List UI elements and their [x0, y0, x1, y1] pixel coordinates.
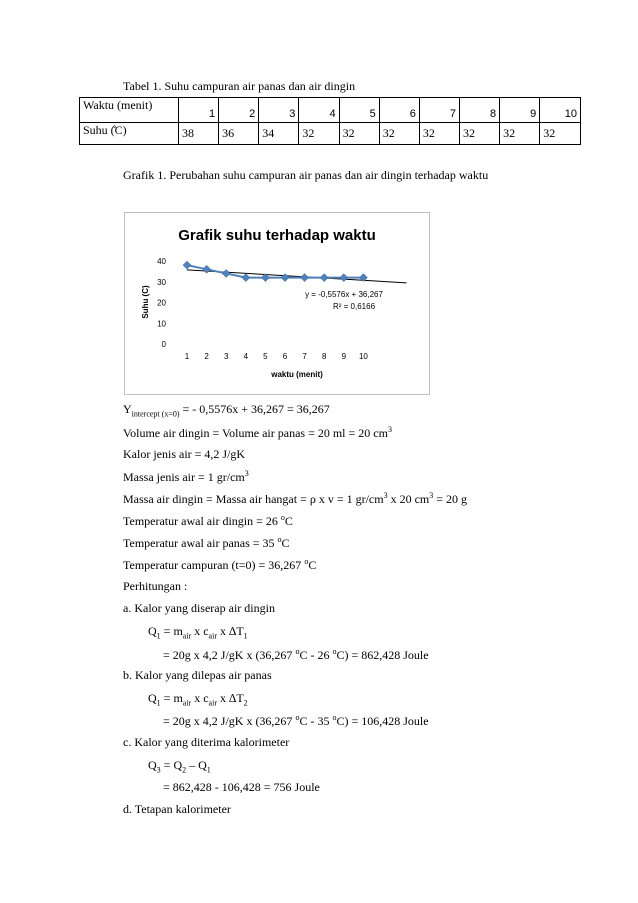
text-line-calculation: Perhitungan :: [123, 579, 188, 593]
time-cell: 1: [179, 98, 219, 123]
chart-title: Grafik suhu terhadap waktu: [178, 227, 376, 244]
table-row-time: [80, 98, 581, 123]
temp-cell: 32: [540, 123, 581, 145]
y-tick-label: 0: [161, 340, 166, 349]
temperature-chart: [125, 213, 429, 394]
data-point: [183, 261, 191, 269]
data-point: [301, 274, 309, 282]
temp-cell: 32: [419, 123, 459, 145]
x-tick-label: 1: [184, 352, 190, 361]
temp-cell: 38: [179, 123, 219, 145]
text-line-mix-temp: Temperatur campuran (t=0) = 36,267 $^o$C: [123, 557, 317, 572]
data-table: [79, 97, 581, 145]
data-point: [281, 274, 289, 282]
section-a-result: = 20g x 4,2 J/gK x (36,267 $^o$C - 26 $^o$C) = 862,428 Joule: [163, 647, 429, 662]
data-point: [320, 274, 328, 282]
x-axis-label: waktu (menit): [271, 370, 323, 379]
temp-cell: 32: [459, 123, 499, 145]
text-line-density: Massa jenis air = 1 $gr/cm^3$: [123, 469, 249, 484]
section-d-heading: d. Tetapan kalorimeter: [123, 802, 231, 816]
row-label-time: Waktu (menit): [80, 98, 179, 123]
text-line-specific-heat: Kalor jenis air = 4,2 J/gK: [123, 447, 246, 461]
section-a-heading: a. Kalor yang diserap air dingin: [123, 601, 275, 615]
section-a-formula: $Q_1 = m_{air}$ x $c_{air}$ x $\Delta T_1$: [148, 624, 248, 641]
time-cell: 3: [259, 98, 299, 123]
temp-cell: 36: [219, 123, 259, 145]
text-line-volume: Volume air dingin = Volume air panas = 20 ml = 20 $cm^3$: [123, 425, 392, 440]
temp-cell: 34: [259, 123, 299, 145]
row-label-temp: Suhu (̊C): [80, 123, 179, 145]
section-b-formula: $Q_1 = m_{air}$ x $c_{air}$ x $\Delta T_2$: [148, 691, 248, 708]
x-tick-label: 3: [223, 352, 229, 361]
data-point: [222, 269, 230, 277]
section-b-result: = 20g x 4,2 J/gK x (36,267 $^o$C - 35 $^o$C) = 106,428 Joule: [163, 713, 429, 728]
time-cell: 6: [379, 98, 419, 123]
time-cell: 4: [299, 98, 339, 123]
temp-cell: 32: [339, 123, 379, 145]
x-tick-label: 8: [321, 352, 327, 361]
x-tick-label: 6: [282, 352, 288, 361]
temp-cell: 32: [379, 123, 419, 145]
x-tick-label: 9: [341, 352, 347, 361]
chart-container: [124, 212, 430, 395]
time-cell: 5: [339, 98, 379, 123]
trendline-r2: R² = 0,6166: [332, 302, 376, 311]
section-c-formula: $Q_3 = Q_2 - Q_1$: [148, 758, 211, 775]
y-tick-label: 40: [157, 257, 166, 266]
chart-caption: Grafik 1. Perubahan suhu campuran air panas dan air dingin terhadap waktu: [123, 168, 489, 182]
section-c-result: = 862,428 - 106,428 = 756 Joule: [163, 780, 320, 794]
y-tick-label: 30: [157, 277, 166, 287]
y-tick-label: 20: [157, 298, 166, 308]
table-row-temp: [80, 123, 581, 145]
time-cell: 9: [500, 98, 540, 123]
section-b-heading: b. Kalor yang dilepas air panas: [123, 668, 272, 682]
data-point: [340, 274, 348, 282]
section-c-heading: c. Kalor yang diterima kalorimeter: [123, 735, 290, 749]
data-point: [203, 265, 211, 273]
x-tick-label: 5: [263, 352, 268, 361]
time-cell: 7: [419, 98, 459, 123]
temp-cell: 32: [299, 123, 339, 145]
time-cell: 10: [540, 98, 581, 123]
text-line-intercept: $Y_{intercept (x=0)}$ = - 0,5576x + 36,267 = 36,267: [123, 402, 330, 419]
x-tick-label: 10: [358, 352, 368, 361]
time-cell: 8: [459, 98, 499, 123]
data-point: [242, 274, 250, 282]
y-axis-label: Suhu (C): [141, 285, 150, 319]
text-line-hot-temp: Temperatur awal air panas = 35 $^o$C: [123, 535, 290, 550]
trendline-equation: y = -0,5576x + 36,267: [305, 290, 383, 299]
text-line-cold-temp: Temperatur awal air dingin = 26 $^o$C: [123, 513, 293, 528]
table-caption: Tabel 1. Suhu campuran air panas dan air dingin: [123, 79, 356, 93]
text-line-mass: Massa air dingin = Massa air hangat = ρ x v = 1 $gr/cm^3$ x 20 $cm^3 = 20$ g: [123, 491, 468, 506]
x-tick-label: 4: [243, 352, 249, 361]
y-tick-label: 10: [157, 319, 166, 329]
time-cell: 2: [219, 98, 259, 123]
x-tick-label: 7: [302, 352, 307, 361]
series-line: [187, 265, 363, 277]
temp-cell: 32: [500, 123, 540, 145]
x-tick-label: 2: [204, 352, 209, 361]
